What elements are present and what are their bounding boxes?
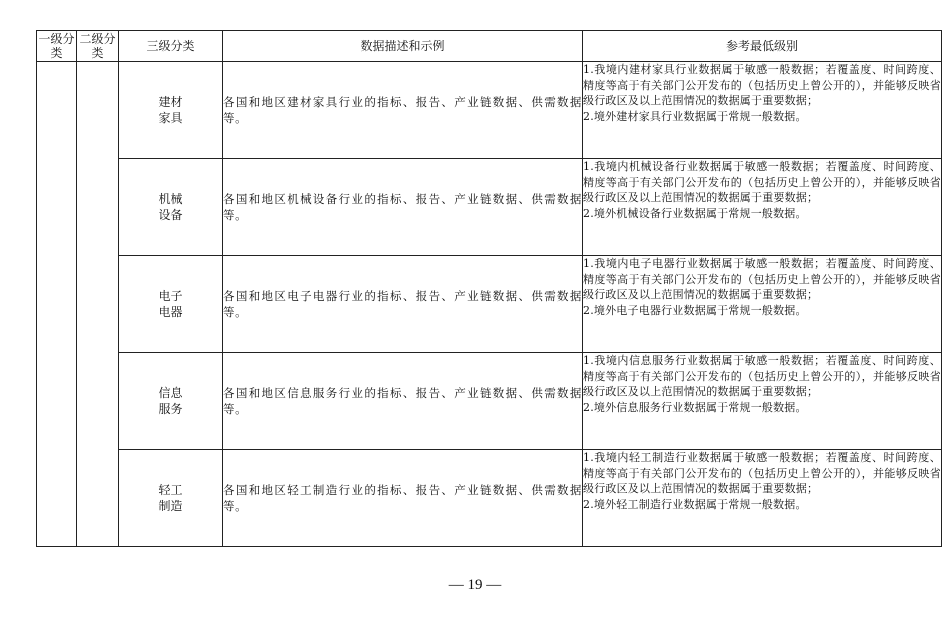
table-row bbox=[37, 450, 942, 547]
min-level-item-2: 2.境外电子电器行业数据属于常规一般数据。 bbox=[583, 303, 807, 317]
level3-name-line1: 轻工 bbox=[158, 483, 183, 497]
level1-cell bbox=[37, 62, 77, 547]
min-level-item-2: 2.境外建材家具行业数据属于常规一般数据。 bbox=[583, 109, 807, 123]
table-row bbox=[37, 256, 942, 353]
min-level-cell bbox=[583, 256, 942, 353]
level3-name-line1: 机械 bbox=[158, 192, 183, 206]
min-level-cell bbox=[583, 159, 942, 256]
header-min-level: 参考最低级别 bbox=[583, 31, 942, 62]
min-level-item-1: 1.我境内信息服务行业数据属于敏感一般数据；若覆盖度、时间跨度、精度等高于有关部门公开发布的（包括历史上曾公开的），并能够反映省级行政区及以上范围情况的数据属于重要数据； bbox=[583, 354, 941, 399]
header-level3: 三级分类 bbox=[119, 31, 223, 62]
description-cell: 各国和地区电子电器行业的指标、报告、产业链数据、供需数据等。 bbox=[223, 256, 583, 353]
min-level-item-1: 1.我境内电子电器行业数据属于敏感一般数据；若覆盖度、时间跨度、精度等高于有关部门公开发布的（包括历史上曾公开的），并能够反映省级行政区及以上范围情况的数据属于重要数据； bbox=[583, 257, 941, 302]
level3-name-line1: 信息 bbox=[158, 386, 183, 400]
table-row bbox=[37, 353, 942, 450]
min-level-cell bbox=[583, 62, 942, 159]
header-description: 数据描述和示例 bbox=[223, 31, 583, 62]
level3-name-line1: 建材 bbox=[158, 95, 183, 109]
min-level-item-1: 1.我境内机械设备行业数据属于敏感一般数据；若覆盖度、时间跨度、精度等高于有关部门公开发布的（包括历史上曾公开的），并能够反映省级行政区及以上范围情况的数据属于重要数据； bbox=[583, 160, 941, 205]
min-level-cell bbox=[583, 353, 942, 450]
level3-name-line2: 家具 bbox=[158, 111, 183, 125]
level3-cell bbox=[119, 62, 223, 159]
level3-name-line2: 设备 bbox=[158, 208, 183, 222]
classification-table bbox=[36, 30, 942, 547]
page-number: — 19 — bbox=[448, 577, 502, 593]
level3-cell bbox=[119, 353, 223, 450]
header-level1: 一级分类 bbox=[38, 32, 75, 60]
min-level-item-2: 2.境外信息服务行业数据属于常规一般数据。 bbox=[583, 400, 807, 414]
table-row bbox=[37, 62, 942, 159]
description-cell: 各国和地区轻工制造行业的指标、报告、产业链数据、供需数据等。 bbox=[223, 450, 583, 547]
level3-name-line2: 电器 bbox=[158, 305, 183, 319]
min-level-cell bbox=[583, 450, 942, 547]
header-level2: 二级分类 bbox=[77, 31, 119, 62]
level3-cell bbox=[119, 256, 223, 353]
level3-cell bbox=[119, 450, 223, 547]
description-cell: 各国和地区信息服务行业的指标、报告、产业链数据、供需数据等。 bbox=[223, 353, 583, 450]
level2-cell bbox=[77, 62, 119, 547]
description-cell: 各国和地区建材家具行业的指标、报告、产业链数据、供需数据等。 bbox=[223, 62, 583, 159]
min-level-item-1: 1.我境内轻工制造行业数据属于敏感一般数据；若覆盖度、时间跨度、精度等高于有关部门公开发布的（包括历史上曾公开的），并能够反映省级行政区及以上范围情况的数据属于重要数据； bbox=[583, 451, 941, 496]
description-cell: 各国和地区机械设备行业的指标、报告、产业链数据、供需数据等。 bbox=[223, 159, 583, 256]
min-level-item-2: 2.境外轻工制造行业数据属于常规一般数据。 bbox=[583, 497, 807, 511]
min-level-item-1: 1.我境内建材家具行业数据属于敏感一般数据；若覆盖度、时间跨度、精度等高于有关部门公开发布的（包括历史上曾公开的），并能够反映省级行政区及以上范围情况的数据属于重要数据； bbox=[583, 63, 941, 108]
level3-name-line2: 服务 bbox=[158, 402, 183, 416]
level3-cell bbox=[119, 159, 223, 256]
table-header-row bbox=[37, 31, 942, 62]
min-level-item-2: 2.境外机械设备行业数据属于常规一般数据。 bbox=[583, 206, 807, 220]
level3-name-line1: 电子 bbox=[158, 289, 183, 303]
level3-name-line2: 制造 bbox=[158, 499, 183, 513]
table-row bbox=[37, 159, 942, 256]
